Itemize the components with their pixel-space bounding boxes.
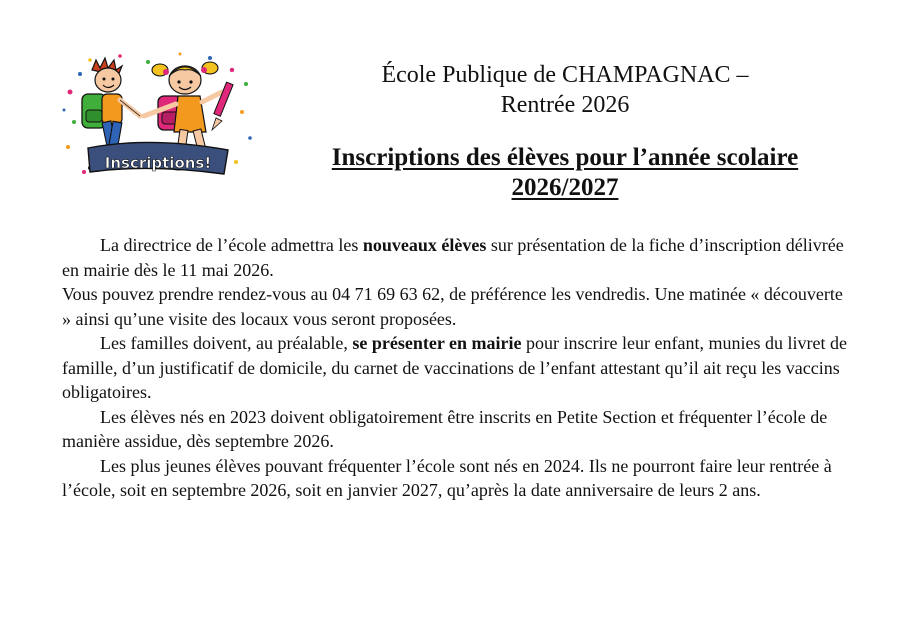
kids-with-backpacks-icon [60,52,255,190]
school-name-line: École Publique de CHAMPAGNAC – [381,62,749,88]
school-title [265,60,865,120]
page-title-line-2: 2026/2027 [511,174,619,201]
paragraph-text: La directrice de l’école admettra les [100,235,363,255]
page-title-line-1: Inscriptions des élèves pour l’année scolaire [331,144,799,171]
school-year-line: Rentrée 2026 [500,92,630,118]
paragraph-text: sur présentation de la fiche d’inscription délivrée en mairie dès le 11 mai 2026. [62,235,844,280]
pencil-icon [212,82,233,130]
paragraph-admission [62,233,852,282]
page-title [265,143,865,203]
emphasis-town-hall: se présenter en mairie [352,333,522,353]
paragraph-text: pour inscrire leur enfant, munies du livret de famille, d’un justificatif de domicile, du carnet de vaccinations de l’enfant attestant qu’il ait reçu les vaccins obligatoires. [62,333,847,402]
paragraph-text: Les familles doivent, au préalable, [100,333,353,353]
badge-label: Inscriptions! [104,154,212,172]
paragraph-appointment: Vous pouvez prendre rendez-vous au 04 71 69 63 62, de préférence les vendredis. Une matinée « découverte » ainsi qu’une visite des locaux vous seront proposées. [62,284,843,329]
paragraph-mandatory: Les élèves nés en 2023 doivent obligatoirement être inscrits en Petite Section et fréquenter l’école de manière assidue, dès septembre 2026. [62,406,828,451]
emphasis-new-pupils: nouveaux élèves [362,235,487,255]
document-body [62,233,852,503]
paragraph-families [62,331,852,405]
inscriptions-badge [88,142,228,174]
paragraph-youngest: Les plus jeunes élèves pouvant fréquenter l’école sont nés en 2024. Ils ne pourront faire leur rentrée à l’école, soit en septembre 2026, soit en janvier 2027, qu’après la date anniversaire de leurs 2 ans. [62,455,832,500]
